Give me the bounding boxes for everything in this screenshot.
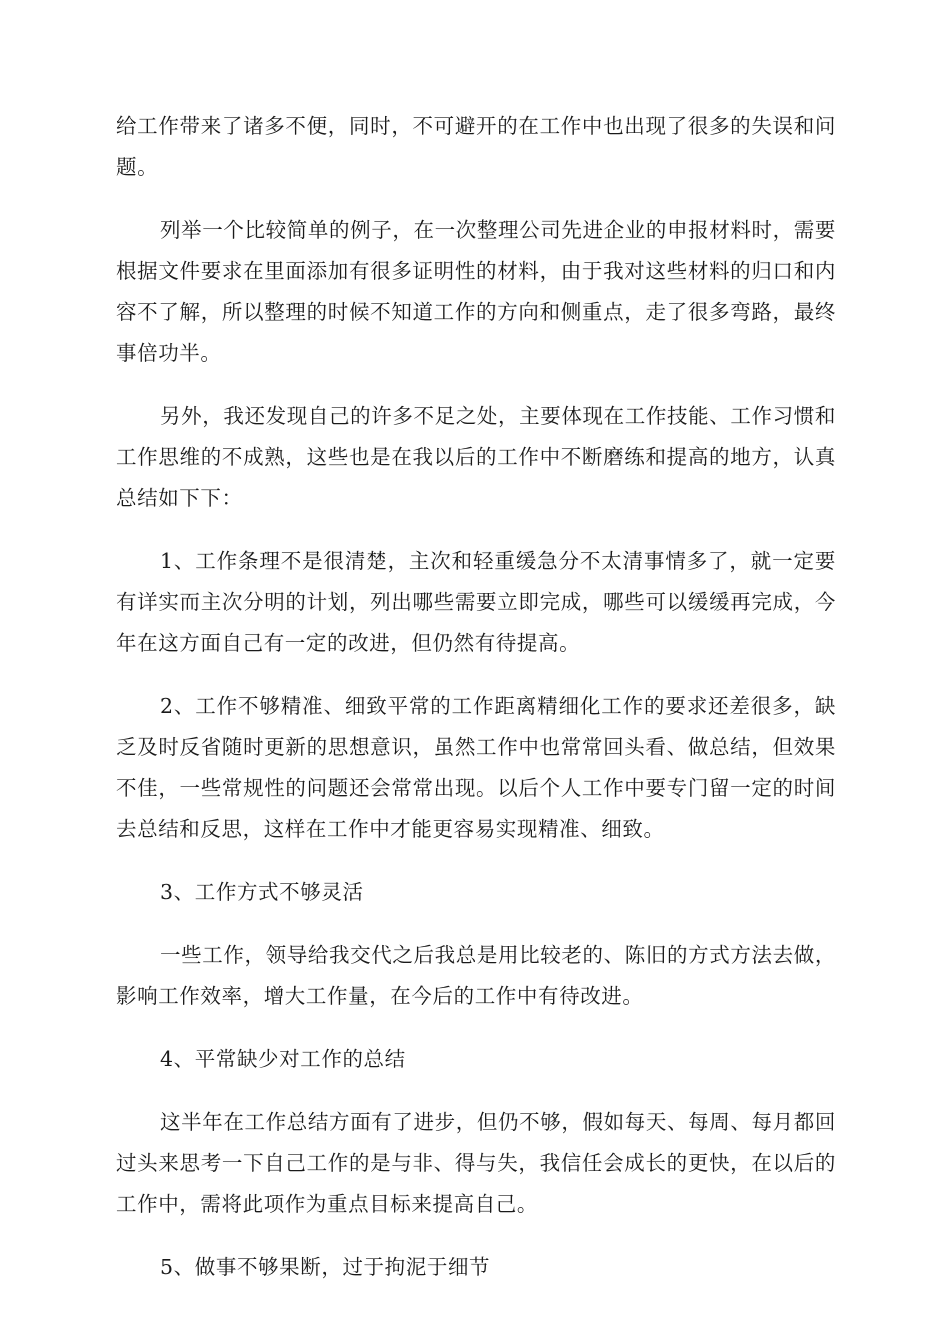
paragraph-continuation: 给工作带来了诸多不便，同时，不可避开的在工作中也出现了很多的失误和问题。 bbox=[116, 114, 836, 179]
paragraph-point-4-body: 这半年在工作总结方面有了进步，但仍不够，假如每天、每周、每月都回过头来思考一下自己工作的是与非、得与失，我信任会成长的更快，在以后的工作中，需将此项作为重点目标来提高自己。 bbox=[116, 1110, 836, 1216]
paragraph-point-2: 2、工作不够精准、细致平常的工作距离精细化工作的要求还差很多，缺乏及时反省随时更新的思想意识，虽然工作中也常常回头看、做总结，但效果不佳，一些常规性的问题还会常常出现。以后个人工作中要专门留一定的时间去总结和反思，这样在工作中才能更容易实现精准、细致。 bbox=[116, 694, 836, 841]
heading-point-3: 3、工作方式不够灵活 bbox=[160, 880, 364, 904]
document-page bbox=[116, 106, 836, 1310]
paragraph-point-3-body: 一些工作，领导给我交代之后我总是用比较老的、陈旧的方式方法去做，影响工作效率，增大工作量，在今后的工作中有待改进。 bbox=[116, 943, 836, 1008]
paragraph-example: 列举一个比较简单的例子，在一次整理公司先进企业的申报材料时，需要根据文件要求在里面添加有很多证明性的材料，由于我对这些材料的归口和内容不了解，所以整理的时候不知道工作的方向和侧重点，走了很多弯路，最终事倍功半。 bbox=[116, 218, 836, 365]
paragraph-point-1: 1、工作条理不是很清楚，主次和轻重缓急分不太清事情多了，就一定要有详实而主次分明的计划，列出哪些需要立即完成，哪些可以缓缓再完成，今年在这方面自己有一定的改进，但仍然有待提高。 bbox=[116, 549, 836, 655]
heading-point-5: 5、做事不够果断，过于拘泥于细节 bbox=[160, 1255, 491, 1279]
heading-point-4: 4、平常缺少对工作的总结 bbox=[160, 1047, 406, 1071]
paragraph-shortcomings-intro: 另外，我还发现自己的许多不足之处，主要体现在工作技能、工作习惯和工作思维的不成熟，这些也是在我以后的工作中不断磨练和提高的地方，认真总结如下下： bbox=[116, 404, 836, 510]
